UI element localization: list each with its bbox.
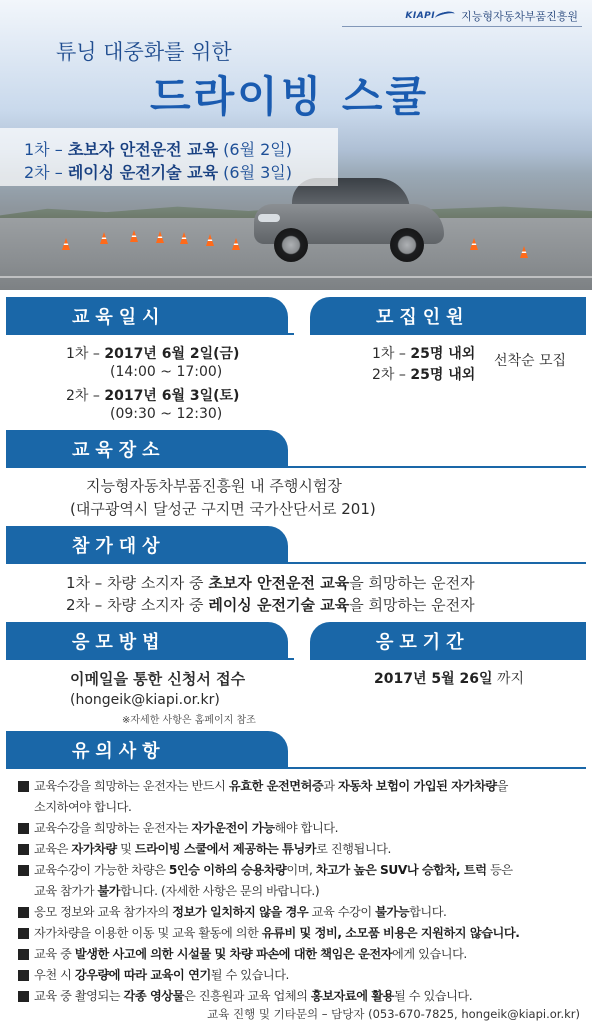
course-1-line: 1차 – 초보자 안전운전 교육 (6월 2일) [24,140,292,159]
notes-header-line [6,767,586,769]
note-item: 교육은 자가차량 및 드라이빙 스쿨에서 제공하는 튜닝카로 진행됩니다. [18,839,578,860]
bullet-square-icon [18,781,29,792]
schedule-session-2-time: (09:30 ~ 12:30) [110,406,223,422]
recruit-session-2: 2차 – 25명 내외 [372,367,476,383]
apply-email[interactable]: (hongeik@kiapi.or.kr) [70,692,220,708]
place-header: 교육장소 [6,430,288,468]
bullet-square-icon [18,844,29,855]
bullet-square-icon [18,823,29,834]
note-item: 교육 중 촬영되는 각종 영상물은 진흥원과 교육 업체의 홍보자료에 활용될 수 있습니다. [18,986,578,1007]
note-item: 자가차량을 이용한 이동 및 교육 활동에 의한 유류비 및 정비, 소모품 비용은 지원하지 않습니다. [18,923,578,944]
place-address: (대구광역시 달성군 구지면 국가산단서로 201) [70,500,376,518]
notes-list [18,776,578,1007]
hero-banner [0,0,592,290]
apply-method: 이메일을 통한 신청서 접수 [70,670,246,688]
target-header-line [6,562,586,564]
apply-header: 응모방법 [6,622,288,660]
schedule-header: 교육일시 [6,297,288,335]
place-header-line [6,466,586,468]
bullet-square-icon [18,928,29,939]
brand [405,8,578,24]
kiapi-logo: KIAPI [405,11,436,21]
track-line [0,276,592,278]
hero-subtitle: 튜닝 대중화를 위한 [56,40,232,64]
note-item: 교육수강을 희망하는 운전자는 자가운전이 가능해야 합니다. [18,818,578,839]
bullet-square-icon [18,949,29,960]
course-banner [0,128,338,186]
period-header: 응모기간 [310,622,586,660]
note-item: 교육수강을 희망하는 운전자는 반드시 유효한 운전면허증과 자동차 보험이 가입된 자가차량을 소지하여야 합니다. [18,776,578,818]
place-name: 지능형자동차부품진흥원 내 주행시험장 [86,477,342,495]
target-line-1: 1차 – 차량 소지자 중 초보자 안전운전 교육을 희망하는 운전자 [66,574,475,592]
recruit-header: 모집인원 [310,297,586,335]
brand-divider [342,26,582,27]
period-date: 2017년 5월 26일 까지 [374,671,525,687]
schedule-session-1: 1차 – 2017년 6월 2일(금) [66,346,240,362]
brand-name: 지능형자동차부품진흥원 [461,10,578,23]
bullet-square-icon [18,970,29,981]
recruit-note: 선착순 모집 [494,353,567,369]
note-item: 응모 정보와 교육 참가자의 정보가 일치하지 않을 경우 교육 수강이 불가능합니다. [18,902,578,923]
hero-title: 드라이빙 스쿨 [150,72,430,121]
bullet-square-icon [18,865,29,876]
course-2-line: 2차 – 레이싱 운전기술 교육 (6월 3일) [24,163,292,182]
apply-detail-note: ※자세한 사항은 홈페이지 참조 [122,715,256,726]
target-line-2: 2차 – 차량 소지자 중 레이싱 운전기술 교육을 희망하는 운전자 [66,596,475,614]
note-item: 교육수강이 가능한 차량은 5인승 이하의 승용차량이며, 차고가 높은 SUV나 승합차, 트럭 등은 교육 참가가 불가합니다. (자세한 사항은 문의 바랍니다.) [18,860,578,902]
recruit-session-1: 1차 – 25명 내외 [372,346,476,362]
bullet-square-icon [18,991,29,1002]
period-header-line [310,658,586,660]
target-header: 참가대상 [6,526,288,564]
notes-header: 유의사항 [6,731,288,769]
note-item: 교육 중 발생한 사고에 의한 시설물 및 차량 파손에 대한 책임은 운전자에게 있습니다. [18,944,578,965]
apply-header-line [6,658,294,660]
schedule-session-1-time: (14:00 ~ 17:00) [110,364,223,380]
schedule-header-line [6,333,294,335]
note-item: 우천 시 강우량에 따라 교육이 연기될 수 있습니다. [18,965,578,986]
recruit-header-line [310,333,586,335]
contact-footer: 교육 진행 및 기타문의 – 담당자 (053-670-7825, hongeik@kiapi.or.kr) [207,1007,580,1021]
bullet-square-icon [18,907,29,918]
logo-swoosh-icon [434,10,455,22]
schedule-session-2: 2차 – 2017년 6월 3일(토) [66,388,240,404]
